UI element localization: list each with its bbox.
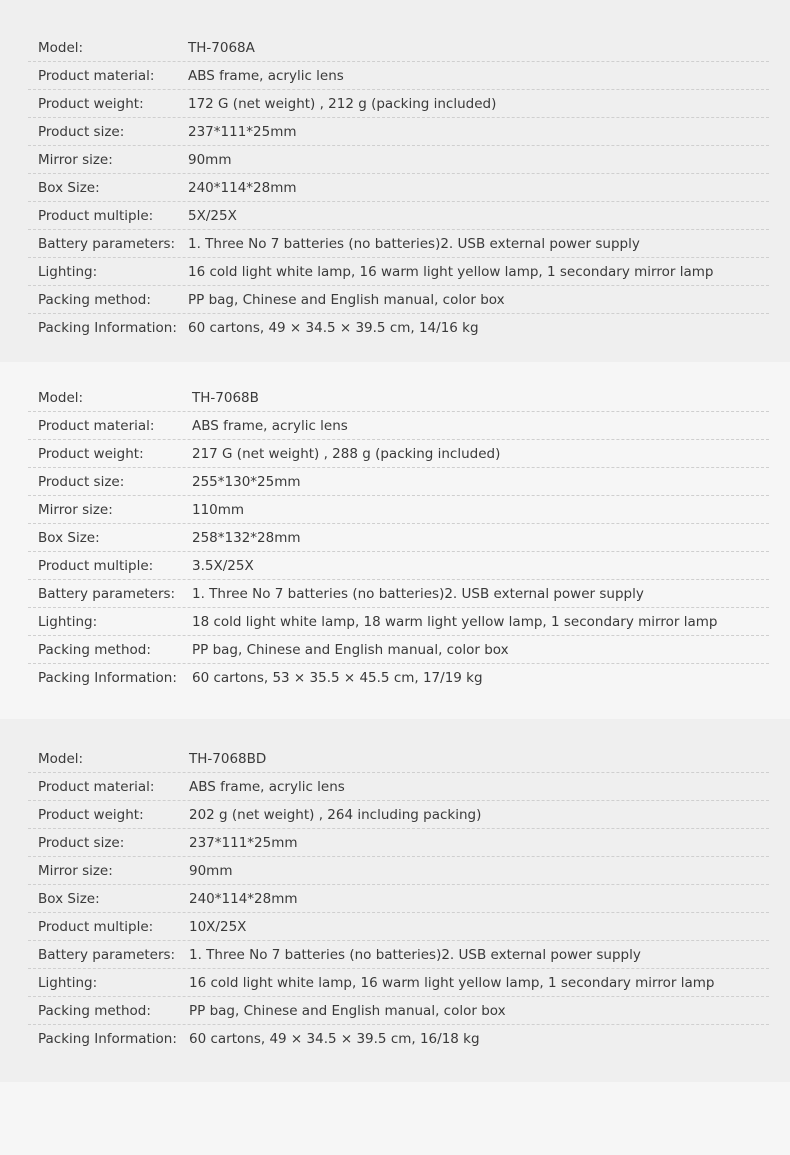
spec-value: ABS frame, acrylic lens bbox=[188, 67, 344, 84]
spec-label: Product weight: bbox=[38, 806, 144, 823]
spec-value: 60 cartons, 49 × 34.5 × 39.5 cm, 14/16 kg bbox=[188, 319, 479, 336]
spec-value: 60 cartons, 49 × 34.5 × 39.5 cm, 16/18 kg bbox=[189, 1030, 480, 1047]
spec-label: Model: bbox=[38, 389, 84, 406]
spec-label: Model: bbox=[38, 39, 84, 56]
spec-row-box-size bbox=[28, 524, 769, 552]
spec-label: Lighting: bbox=[38, 263, 98, 280]
spec-value: 240*114*28mm bbox=[188, 179, 297, 196]
spec-label: Box Size: bbox=[38, 179, 100, 196]
spec-row-multiple bbox=[28, 913, 769, 941]
spec-label: Mirror size: bbox=[38, 151, 113, 168]
spec-value: TH-7068BD bbox=[189, 750, 267, 767]
spec-label: Product weight: bbox=[38, 445, 144, 462]
spec-row-mirror-size bbox=[28, 857, 769, 885]
spec-value: PP bag, Chinese and English manual, color box bbox=[189, 1002, 506, 1019]
spec-label: Mirror size: bbox=[38, 501, 113, 518]
spec-row-packing-method bbox=[28, 997, 769, 1025]
spec-rows bbox=[28, 34, 769, 341]
spec-value: PP bag, Chinese and English manual, color box bbox=[188, 291, 505, 308]
spec-row-lighting bbox=[28, 969, 769, 997]
spec-row-material bbox=[28, 62, 769, 90]
spec-row-size bbox=[28, 468, 769, 496]
spec-value: 10X/25X bbox=[189, 918, 247, 935]
spec-row-packing-info bbox=[28, 314, 769, 341]
spec-value: 217 G (net weight) , 288 g (packing included) bbox=[192, 445, 501, 462]
spec-label: Product material: bbox=[38, 67, 155, 84]
spec-label: Product multiple: bbox=[38, 557, 154, 574]
spec-value: 237*111*25mm bbox=[188, 123, 297, 140]
spec-value: TH-7068B bbox=[192, 389, 259, 406]
spec-value: ABS frame, acrylic lens bbox=[189, 778, 345, 795]
spec-label: Packing Information: bbox=[38, 1030, 177, 1047]
spec-row-packing-info bbox=[28, 1025, 769, 1052]
spec-row-battery bbox=[28, 941, 769, 969]
spec-label: Battery parameters: bbox=[38, 235, 176, 252]
spec-row-box-size bbox=[28, 174, 769, 202]
spec-value: 237*111*25mm bbox=[189, 834, 298, 851]
spec-value: PP bag, Chinese and English manual, color box bbox=[192, 641, 509, 658]
spec-value: 3.5X/25X bbox=[192, 557, 254, 574]
spec-label: Packing Information: bbox=[38, 669, 177, 686]
spec-label: Product multiple: bbox=[38, 918, 154, 935]
spec-row-material bbox=[28, 773, 769, 801]
spec-label: Box Size: bbox=[38, 529, 100, 546]
spec-label: Battery parameters: bbox=[38, 585, 176, 602]
spec-rows bbox=[28, 384, 769, 691]
spec-value: 110mm bbox=[192, 501, 245, 518]
spec-label: Lighting: bbox=[38, 974, 98, 991]
spec-row-weight bbox=[28, 90, 769, 118]
spec-label: Product material: bbox=[38, 778, 155, 795]
spec-value: 90mm bbox=[189, 862, 233, 879]
spec-label: Packing method: bbox=[38, 291, 151, 308]
spec-row-model bbox=[28, 384, 769, 412]
spec-row-weight bbox=[28, 440, 769, 468]
spec-label: Packing Information: bbox=[38, 319, 177, 336]
spec-table-th-7068b bbox=[0, 362, 790, 719]
spec-row-size bbox=[28, 118, 769, 146]
spec-value: 16 cold light white lamp, 16 warm light yellow lamp, 1 secondary mirror lamp bbox=[188, 263, 714, 280]
spec-table-th-7068a bbox=[0, 0, 790, 362]
spec-value: 1. Three No 7 batteries (no batteries)2. USB external power supply bbox=[189, 946, 641, 963]
spec-row-material bbox=[28, 412, 769, 440]
spec-row-battery bbox=[28, 230, 769, 258]
spec-value: 18 cold light white lamp, 18 warm light yellow lamp, 1 secondary mirror lamp bbox=[192, 613, 718, 630]
spec-row-weight bbox=[28, 801, 769, 829]
spec-row-model bbox=[28, 34, 769, 62]
spec-row-multiple bbox=[28, 202, 769, 230]
spec-table-th-7068bd bbox=[0, 719, 790, 1082]
spec-rows bbox=[28, 745, 769, 1052]
spec-value: 5X/25X bbox=[188, 207, 237, 224]
spec-value: 16 cold light white lamp, 16 warm light yellow lamp, 1 secondary mirror lamp bbox=[189, 974, 715, 991]
spec-value: 255*130*25mm bbox=[192, 473, 301, 490]
spec-row-multiple bbox=[28, 552, 769, 580]
spec-value: 258*132*28mm bbox=[192, 529, 301, 546]
spec-row-box-size bbox=[28, 885, 769, 913]
spec-row-size bbox=[28, 829, 769, 857]
spec-label: Packing method: bbox=[38, 1002, 151, 1019]
spec-row-lighting bbox=[28, 608, 769, 636]
spec-label: Packing method: bbox=[38, 641, 151, 658]
spec-row-lighting bbox=[28, 258, 769, 286]
spec-row-packing-info bbox=[28, 664, 769, 691]
spec-value: 240*114*28mm bbox=[189, 890, 298, 907]
spec-label: Model: bbox=[38, 750, 84, 767]
spec-label: Product size: bbox=[38, 123, 125, 140]
spec-value: ABS frame, acrylic lens bbox=[192, 417, 348, 434]
spec-value: TH-7068A bbox=[188, 39, 255, 56]
spec-label: Product size: bbox=[38, 473, 125, 490]
spec-value: 172 G (net weight) , 212 g (packing included) bbox=[188, 95, 497, 112]
spec-row-model bbox=[28, 745, 769, 773]
spec-row-packing-method bbox=[28, 636, 769, 664]
spec-row-mirror-size bbox=[28, 496, 769, 524]
spec-row-battery bbox=[28, 580, 769, 608]
spec-label: Lighting: bbox=[38, 613, 98, 630]
spec-value: 90mm bbox=[188, 151, 232, 168]
spec-label: Mirror size: bbox=[38, 862, 113, 879]
spec-label: Battery parameters: bbox=[38, 946, 176, 963]
spec-label: Box Size: bbox=[38, 890, 100, 907]
spec-value: 202 g (net weight) , 264 including packing) bbox=[189, 806, 482, 823]
spec-row-mirror-size bbox=[28, 146, 769, 174]
spec-row-packing-method bbox=[28, 286, 769, 314]
spec-label: Product material: bbox=[38, 417, 155, 434]
spec-value: 1. Three No 7 batteries (no batteries)2. USB external power supply bbox=[188, 235, 640, 252]
spec-value: 1. Three No 7 batteries (no batteries)2. USB external power supply bbox=[192, 585, 644, 602]
spec-label: Product weight: bbox=[38, 95, 144, 112]
spec-value: 60 cartons, 53 × 35.5 × 45.5 cm, 17/19 kg bbox=[192, 669, 483, 686]
spec-label: Product multiple: bbox=[38, 207, 154, 224]
spec-label: Product size: bbox=[38, 834, 125, 851]
